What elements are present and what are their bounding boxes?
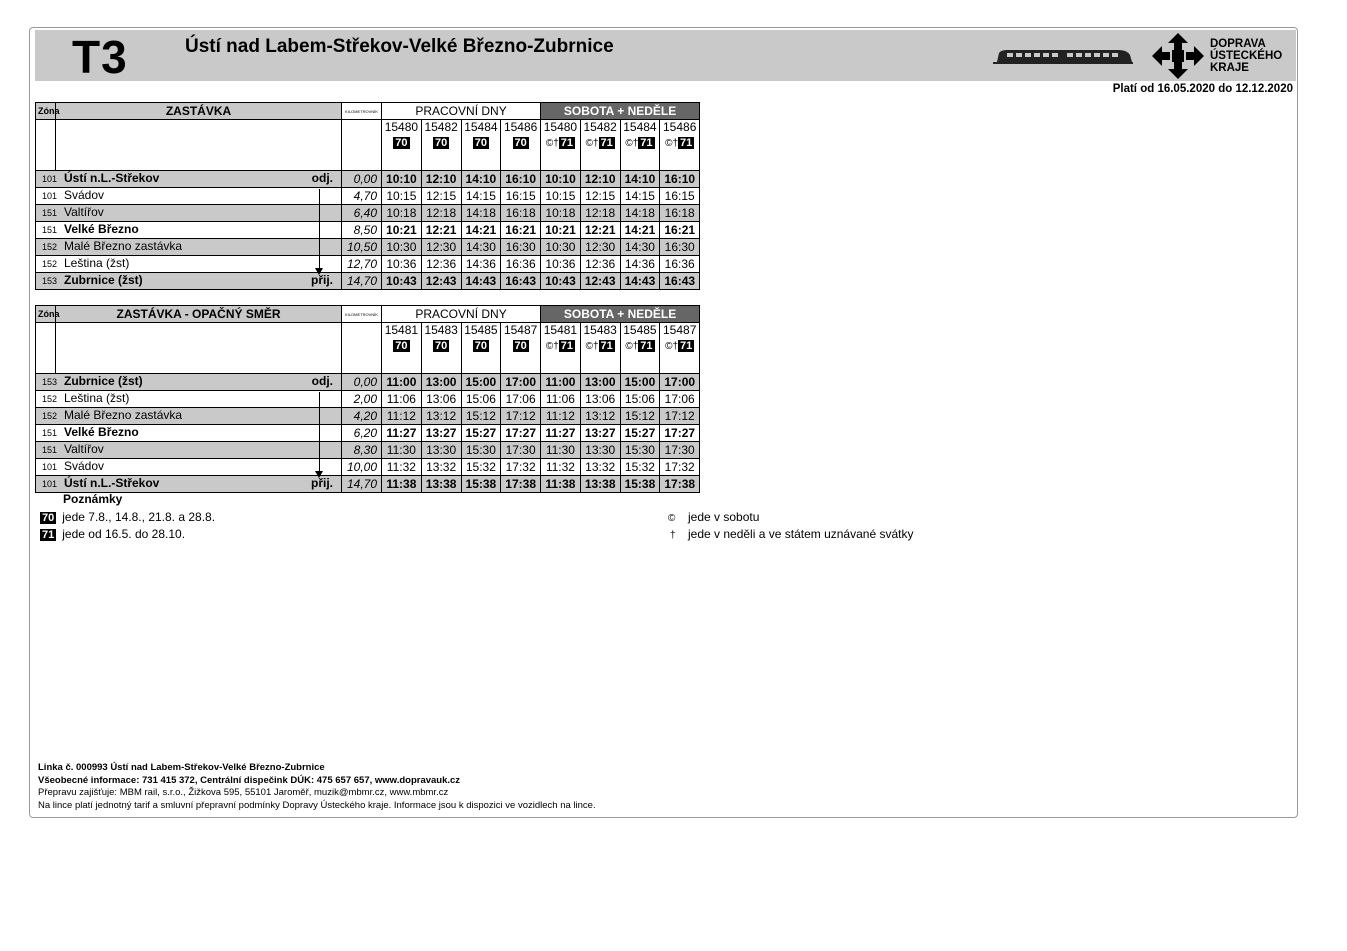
zone-number: 152: [42, 394, 58, 404]
departure-time: 14:43: [620, 273, 660, 290]
stop-header: ZASTÁVKA - OPAČNÝ SMĚR: [56, 306, 342, 323]
departure-time: 10:43: [541, 273, 581, 290]
km-value: 6,20: [342, 425, 382, 442]
zone-header: Zóna: [36, 103, 56, 120]
departure-time: 15:06: [461, 391, 501, 408]
departure-time: 17:00: [660, 374, 700, 391]
table-row: [36, 459, 700, 476]
train-code-badge: 71: [680, 137, 693, 149]
footer-line-info: Všeobecné informace: 731 415 372, Centrální dispečink DÚK: 475 657 657, www.dopravauk.cz: [38, 774, 461, 786]
departure-time: 11:32: [541, 459, 581, 476]
train-column-header: [541, 120, 581, 171]
stop-cell: [36, 188, 342, 205]
footer-line-route: Linka č. 000993 Ústí nad Labem-Střekov-Velké Březno-Zubrnice: [38, 762, 325, 773]
departure-time: 16:43: [660, 273, 700, 290]
departure-time: 13:00: [421, 374, 461, 391]
dep-arr-mark: přij.: [310, 476, 333, 490]
note-saturday: [668, 510, 759, 524]
departure-time: 16:10: [660, 171, 700, 188]
departure-time: 10:10: [382, 171, 422, 188]
zone-number: 151: [42, 428, 58, 438]
km-value: 2,00: [342, 391, 382, 408]
departure-time: 13:06: [580, 391, 620, 408]
departure-time: 10:18: [382, 205, 422, 222]
footer-line-tariff: Na lince platí jednotný tarif a smluvní přepravní podmínky Dopravy Ústeckého kraje. Informace jsou k dispozici ve vozidlech na lince.: [38, 799, 596, 811]
departure-time: 17:12: [501, 408, 541, 425]
departure-time: 14:36: [461, 256, 501, 273]
table-row: [36, 188, 700, 205]
zone-number: 101: [42, 191, 58, 201]
stop-header-blank: [56, 120, 342, 171]
departure-time: 12:18: [580, 205, 620, 222]
km-value: 8,30: [342, 442, 382, 459]
train-number: 15485: [464, 323, 498, 337]
stop-name: Velké Březno: [64, 222, 139, 236]
departure-time: 13:32: [580, 459, 620, 476]
footer-line-operator: Přepravu zajišťuje: MBM rail, s.r.o., Žižkova 595, 55101 Jaroměř, muzik@mbmr.cz, www.mbmr.cz: [38, 787, 449, 798]
dep-arr-mark: odj.: [311, 374, 333, 388]
train-day-symbols: ©†: [625, 341, 639, 352]
km-value: 0,00: [342, 374, 382, 391]
badge-70: 70: [42, 512, 55, 524]
departure-time: 16:30: [660, 239, 700, 256]
stop-cell: [36, 222, 342, 239]
direction-arrow-icon: [315, 268, 323, 275]
departure-time: 13:12: [580, 408, 620, 425]
table-row: [36, 273, 700, 290]
train-number: 15487: [503, 323, 538, 337]
departure-time: 15:00: [620, 374, 660, 391]
km-value: 0,00: [342, 171, 382, 188]
departure-time: 16:15: [501, 188, 541, 205]
departure-time: 11:30: [541, 442, 581, 459]
stop-cell: [36, 273, 342, 290]
departure-time: 14:21: [461, 222, 501, 239]
departure-time: 13:06: [421, 391, 461, 408]
departure-time: 10:43: [382, 273, 422, 290]
train-column-header: [461, 323, 501, 374]
stop-name: Zubrnice (žst): [64, 273, 143, 287]
zone-number: 152: [42, 259, 58, 269]
stop-cell: [36, 408, 342, 425]
departure-time: 17:27: [660, 425, 700, 442]
departure-time: 11:27: [541, 425, 581, 442]
departure-time: 15:32: [620, 459, 660, 476]
km-value: 8,50: [342, 222, 382, 239]
departure-time: 15:30: [461, 442, 501, 459]
departure-time: 11:30: [382, 442, 422, 459]
train-day-symbols: ©†: [545, 138, 559, 149]
train-number: 15482: [424, 120, 458, 134]
departure-time: 16:21: [660, 222, 700, 239]
departure-time: 16:18: [660, 205, 700, 222]
stop-cell: [36, 391, 342, 408]
table-row: [36, 442, 700, 459]
train-number: 15484: [623, 120, 657, 134]
departure-time: 16:18: [501, 205, 541, 222]
train-code-badge: 70: [514, 340, 527, 352]
departure-time: 17:32: [660, 459, 700, 476]
train-number: 15486: [663, 120, 697, 134]
zone-header: Zóna: [36, 306, 56, 323]
train-number: 15485: [623, 323, 657, 337]
departure-time: 12:10: [421, 171, 461, 188]
table-row: [36, 171, 700, 188]
departure-time: 11:27: [382, 425, 422, 442]
train-code-badge: 71: [560, 137, 574, 149]
departure-time: 17:06: [501, 391, 541, 408]
stop-name: Svádov: [64, 459, 105, 473]
departure-time: 12:18: [421, 205, 461, 222]
km-value: 6,40: [342, 205, 382, 222]
km-value: 14,70: [342, 273, 382, 290]
departure-time: 15:38: [620, 476, 660, 493]
departure-time: 10:30: [382, 239, 422, 256]
train-column-header: [461, 120, 501, 171]
departure-time: 12:30: [580, 239, 620, 256]
table-row: [36, 425, 700, 442]
stop-cell: [36, 425, 342, 442]
train-column-header: [501, 120, 541, 171]
train-code-badge: 70: [474, 137, 487, 149]
stop-name: Leština (žst): [64, 391, 130, 405]
departure-time: 14:10: [461, 171, 501, 188]
badge-71: 71: [42, 529, 55, 541]
table-row: [36, 374, 700, 391]
logo-line-2: ÚSTECKÉHO: [1210, 50, 1283, 62]
train-code-badge: 70: [514, 137, 527, 149]
train-column-header: [382, 120, 422, 171]
km-value: 10,50: [342, 239, 382, 256]
direction-arrow-line: [319, 392, 320, 475]
departure-time: 17:27: [501, 425, 541, 442]
logo-text: [1210, 38, 1282, 74]
departure-time: 15:30: [620, 442, 660, 459]
km-header-blank: [342, 323, 382, 374]
departure-time: 10:30: [541, 239, 581, 256]
km-header: KILOMETROVNÍK: [342, 306, 382, 323]
dep-arr-mark: odj.: [311, 171, 333, 185]
departure-time: 12:43: [421, 273, 461, 290]
departure-time: 11:38: [541, 476, 581, 493]
departure-time: 15:32: [461, 459, 501, 476]
saturday-symbol: ©: [668, 513, 676, 524]
departure-time: 15:38: [461, 476, 501, 493]
stop-name: Malé Březno zastávka: [64, 408, 183, 422]
train-day-symbols: ©†: [665, 341, 679, 352]
departure-time: 10:36: [382, 256, 422, 273]
zone-number: 101: [42, 462, 58, 472]
departure-time: 16:30: [501, 239, 541, 256]
km-header-blank: [342, 120, 382, 171]
direction-arrow-icon: [315, 471, 323, 478]
departure-time: 13:27: [580, 425, 620, 442]
note-70: [40, 510, 215, 524]
train-column-header: [421, 120, 461, 171]
table-row: [36, 239, 700, 256]
departure-time: 17:38: [501, 476, 541, 493]
note-71: [40, 527, 185, 541]
train-code-badge: 71: [560, 340, 574, 352]
departure-time: 14:30: [620, 239, 660, 256]
stop-name: Valtířov: [64, 442, 104, 456]
km-value: 4,20: [342, 408, 382, 425]
table-row: [36, 391, 700, 408]
departure-time: 12:21: [421, 222, 461, 239]
departure-time: 16:10: [501, 171, 541, 188]
logo-line-3: KRAJE: [1210, 62, 1249, 74]
footer: [38, 762, 596, 812]
train-column-header: [660, 323, 700, 374]
departure-time: 15:12: [620, 408, 660, 425]
departure-time: 13:00: [580, 374, 620, 391]
table-row: [36, 476, 700, 493]
crossing-arrows-logo: [1152, 33, 1204, 79]
departure-time: 13:30: [580, 442, 620, 459]
line-code: T3: [72, 31, 128, 83]
direction-arrow-line: [319, 189, 320, 272]
departure-time: 16:43: [501, 273, 541, 290]
train-column-header: [421, 323, 461, 374]
departure-time: 14:15: [620, 188, 660, 205]
stop-cell: [36, 442, 342, 459]
zone-number: 152: [42, 411, 58, 421]
stop-header: ZASTÁVKA: [56, 103, 342, 120]
departure-time: 14:10: [620, 171, 660, 188]
timetable-1: [35, 102, 700, 290]
train-day-symbols: ©†: [545, 341, 559, 352]
departure-time: 15:27: [461, 425, 501, 442]
train-column-header: [382, 323, 422, 374]
train-day-symbols: ©†: [585, 341, 599, 352]
zone-number: 151: [42, 225, 58, 235]
timetable-2: [35, 305, 700, 493]
table-row: [36, 408, 700, 425]
sunday-symbol: †: [670, 530, 676, 541]
table-row: [36, 222, 700, 239]
stop-name: Zubrnice (žst): [64, 374, 143, 388]
km-value: 12,70: [342, 256, 382, 273]
train-number: 15480: [543, 120, 578, 134]
stop-cell: [36, 256, 342, 273]
departure-time: 10:36: [541, 256, 581, 273]
departure-time: 12:15: [421, 188, 461, 205]
departure-time: 11:38: [382, 476, 422, 493]
zone-number: 152: [42, 242, 58, 252]
train-column-header: [501, 323, 541, 374]
zone-header-blank: [36, 323, 56, 374]
departure-time: 14:18: [461, 205, 501, 222]
note-sunday-text: jede v neděli a ve státem uznávané svátky: [688, 527, 914, 541]
workday-header: PRACOVNÍ DNY: [382, 103, 541, 120]
departure-time: 13:38: [421, 476, 461, 493]
zone-number: 153: [42, 276, 58, 286]
departure-time: 11:12: [541, 408, 581, 425]
train-day-symbols: ©†: [585, 138, 599, 149]
km-header: KILOMETROVNÍK: [342, 103, 382, 120]
stop-name: Ústí n.L.-Střekov: [64, 476, 160, 490]
stop-cell: [36, 476, 342, 493]
train-number: 15487: [663, 323, 697, 337]
km-value: 4,70: [342, 188, 382, 205]
km-value: 14,70: [342, 476, 382, 493]
line-title: Ústí nad Labem-Střekov-Velké Březno-Zubrnice: [185, 36, 614, 57]
notes-title: Poznámky: [63, 492, 123, 506]
validity-text: Platí od 16.05.2020 do 12.12.2020: [1112, 83, 1293, 95]
departure-time: 14:15: [461, 188, 501, 205]
train-code-badge: 71: [640, 340, 653, 352]
train-day-symbols: ©†: [665, 138, 679, 149]
departure-time: 12:15: [580, 188, 620, 205]
departure-time: 11:00: [382, 374, 422, 391]
departure-time: 17:12: [660, 408, 700, 425]
stop-name: Svádov: [64, 188, 105, 202]
departure-time: 14:18: [620, 205, 660, 222]
departure-time: 15:12: [461, 408, 501, 425]
departure-time: 12:43: [580, 273, 620, 290]
stop-cell: [36, 459, 342, 476]
train-code-badge: 71: [680, 340, 693, 352]
departure-time: 13:32: [421, 459, 461, 476]
departure-time: 12:30: [421, 239, 461, 256]
weekend-header: SOBOTA + NEDĚLE: [541, 103, 700, 120]
departure-time: 17:06: [660, 391, 700, 408]
departure-time: 16:36: [660, 256, 700, 273]
train-column-header: [580, 120, 620, 171]
departure-time: 13:38: [580, 476, 620, 493]
train-number: 15480: [384, 120, 419, 134]
stop-cell: [36, 239, 342, 256]
departure-time: 13:27: [421, 425, 461, 442]
logo-line-1: DOPRAVA: [1210, 38, 1266, 50]
km-value: 10,00: [342, 459, 382, 476]
zone-header-blank: [36, 120, 56, 171]
stop-cell: [36, 374, 342, 391]
train-code-badge: 71: [600, 340, 613, 352]
departure-time: 16:36: [501, 256, 541, 273]
train-code-badge: 70: [435, 340, 448, 352]
train-column-header: [660, 120, 700, 171]
departure-time: 15:00: [461, 374, 501, 391]
departure-time: 17:30: [501, 442, 541, 459]
train-number: 15483: [424, 323, 458, 337]
dep-arr-mark: přij.: [310, 273, 333, 287]
train-number: 15483: [583, 323, 617, 337]
train-day-symbols: ©†: [625, 138, 639, 149]
note-70-text: jede 7.8., 14.8., 21.8. a 28.8.: [62, 510, 216, 524]
departure-time: 10:15: [382, 188, 422, 205]
train-column-header: [541, 323, 581, 374]
train-code-badge: 70: [435, 137, 448, 149]
train-icon: [993, 45, 1133, 67]
departure-time: 12:21: [580, 222, 620, 239]
stop-cell: [36, 205, 342, 222]
departure-time: 13:30: [421, 442, 461, 459]
train-number: 15481: [384, 323, 419, 337]
note-saturday-text: jede v sobotu: [688, 510, 760, 524]
stop-name: Malé Březno zastávka: [64, 239, 183, 253]
train-code-badge: 70: [474, 340, 487, 352]
departure-time: 14:30: [461, 239, 501, 256]
table-row: [36, 256, 700, 273]
departure-time: 10:21: [382, 222, 422, 239]
departure-time: 10:10: [541, 171, 581, 188]
departure-time: 14:43: [461, 273, 501, 290]
stop-cell: [36, 171, 342, 188]
train-number: 15481: [543, 323, 578, 337]
departure-time: 15:27: [620, 425, 660, 442]
departure-time: 10:15: [541, 188, 581, 205]
zone-number: 151: [42, 208, 58, 218]
stop-name: Velké Březno: [64, 425, 139, 439]
zone-number: 101: [42, 174, 58, 184]
note-sunday: [670, 527, 913, 541]
stop-name: Ústí n.L.-Střekov: [64, 171, 160, 185]
departure-time: 16:15: [660, 188, 700, 205]
departure-time: 12:36: [580, 256, 620, 273]
departure-time: 17:32: [501, 459, 541, 476]
zone-number: 153: [42, 377, 58, 387]
departure-time: 11:12: [382, 408, 422, 425]
departure-time: 14:36: [620, 256, 660, 273]
zone-number: 101: [42, 479, 58, 489]
train-column-header: [620, 323, 660, 374]
train-column-header: [620, 120, 660, 171]
note-71-text: jede od 16.5. do 28.10.: [62, 527, 186, 541]
stop-header-blank: [56, 323, 342, 374]
train-number: 15482: [583, 120, 617, 134]
departure-time: 11:06: [541, 391, 581, 408]
train-number: 15484: [464, 120, 498, 134]
stop-name: Leština (žst): [64, 256, 130, 270]
departure-time: 14:21: [620, 222, 660, 239]
departure-time: 11:06: [382, 391, 422, 408]
departure-time: 15:06: [620, 391, 660, 408]
workday-header: PRACOVNÍ DNY: [382, 306, 541, 323]
table-row: [36, 205, 700, 222]
departure-time: 10:21: [541, 222, 581, 239]
departure-time: 10:18: [541, 205, 581, 222]
departure-time: 17:00: [501, 374, 541, 391]
train-number: 15486: [503, 120, 538, 134]
zone-number: 151: [42, 445, 58, 455]
train-code-badge: 71: [600, 137, 613, 149]
weekend-header: SOBOTA + NEDĚLE: [541, 306, 700, 323]
departure-time: 16:21: [501, 222, 541, 239]
train-column-header: [580, 323, 620, 374]
departure-time: 11:32: [382, 459, 422, 476]
departure-time: 17:30: [660, 442, 700, 459]
departure-time: 17:38: [660, 476, 700, 493]
train-code-badge: 70: [395, 137, 408, 149]
departure-time: 12:36: [421, 256, 461, 273]
departure-time: 13:12: [421, 408, 461, 425]
train-code-badge: 71: [640, 137, 653, 149]
departure-time: 12:10: [580, 171, 620, 188]
departure-time: 11:00: [541, 374, 581, 391]
stop-name: Valtířov: [64, 205, 104, 219]
train-code-badge: 70: [395, 340, 408, 352]
